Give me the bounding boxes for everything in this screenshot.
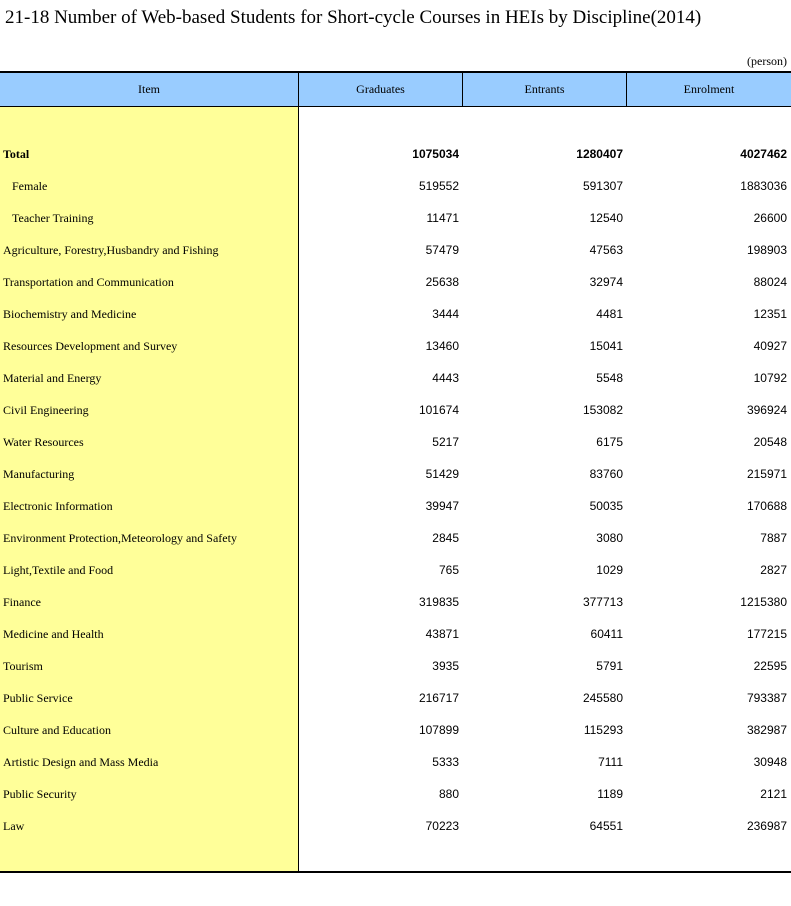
graduates-value: 39947: [425, 499, 459, 513]
header-item: Item: [0, 73, 298, 106]
enrolment-value: 22595: [753, 659, 787, 673]
row-label: Electronic Information: [3, 499, 113, 513]
row-label: Civil Engineering: [3, 403, 89, 417]
graduates-value: 25638: [425, 275, 459, 289]
header-entrants: Entrants: [463, 73, 626, 106]
column-divider-graduates: [462, 73, 463, 106]
row-label: Water Resources: [3, 435, 84, 449]
enrolment-value: 30948: [753, 755, 787, 769]
enrolment-value: 382987: [746, 723, 787, 737]
table-row: [0, 778, 791, 810]
row-label: Material and Energy: [3, 371, 102, 385]
unit-label: (person): [747, 54, 787, 68]
row-label: Agriculture, Forestry,Husbandry and Fishing: [3, 243, 219, 257]
entrants-value: 60411: [590, 627, 623, 641]
graduates-value: 13460: [425, 339, 459, 353]
graduates-value: 3444: [432, 307, 459, 321]
entrants-value: 153082: [582, 403, 623, 417]
entrants-value: 4481: [596, 307, 623, 321]
row-label: Female: [12, 179, 48, 193]
table-row: [0, 650, 791, 682]
enrolment-value: 2827: [760, 563, 787, 577]
graduates-value: 2845: [432, 531, 459, 545]
table-row: [0, 202, 791, 234]
enrolment-value: 396924: [746, 403, 787, 417]
column-divider-entrants: [626, 73, 627, 106]
header-graduates: Graduates: [299, 73, 462, 106]
table-bottom-rule: [0, 871, 791, 873]
table-row: [0, 266, 791, 298]
entrants-value: 32974: [589, 275, 623, 289]
entrants-value: 47563: [589, 243, 623, 257]
graduates-value: 5217: [432, 435, 459, 449]
row-label: Medicine and Health: [3, 627, 104, 641]
enrolment-value: 215971: [746, 467, 787, 481]
header-enrolment: Enrolment: [627, 73, 791, 106]
entrants-value: 5548: [596, 371, 623, 385]
entrants-value: 115293: [583, 723, 623, 737]
table-row: [0, 170, 791, 202]
row-label: Law: [3, 819, 25, 833]
graduates-value: 51429: [425, 467, 459, 481]
enrolment-value: 1215380: [740, 595, 787, 609]
enrolment-value: 198903: [746, 243, 787, 257]
row-label: Finance: [3, 595, 41, 609]
table-row: [0, 746, 791, 778]
row-label: Total: [3, 147, 30, 161]
table-row: [0, 554, 791, 586]
row-label: Resources Development and Survey: [3, 339, 178, 353]
enrolment-value: 2121: [760, 787, 787, 801]
table-row: [0, 362, 791, 394]
row-label: Biochemistry and Medicine: [3, 307, 137, 321]
row-label: Teacher Training: [12, 211, 94, 225]
graduates-value: 4443: [432, 371, 459, 385]
entrants-value: 50035: [589, 499, 623, 513]
graduates-value: 880: [438, 787, 459, 801]
row-label: Manufacturing: [3, 467, 75, 481]
enrolment-value: 236987: [746, 819, 787, 833]
entrants-value: 12540: [589, 211, 623, 225]
graduates-value: 57479: [425, 243, 459, 257]
graduates-value: 3935: [432, 659, 459, 673]
enrolment-value: 170688: [746, 499, 787, 513]
table-row: [0, 298, 791, 330]
enrolment-value: 793387: [746, 691, 787, 705]
table-row: [0, 138, 791, 170]
enrolment-value: 4027462: [740, 147, 787, 161]
graduates-value: 765: [438, 563, 459, 577]
enrolment-value: 7887: [760, 531, 787, 545]
table-row: [0, 586, 791, 618]
graduates-value: 5333: [432, 755, 459, 769]
graduates-value: 216717: [418, 691, 459, 705]
graduates-value: 70223: [425, 819, 459, 833]
table-row: [0, 522, 791, 554]
enrolment-value: 26600: [753, 211, 787, 225]
entrants-value: 3080: [596, 531, 623, 545]
entrants-value: 377713: [582, 595, 623, 609]
graduates-value: 1075034: [412, 147, 459, 161]
entrants-value: 245580: [582, 691, 623, 705]
enrolment-value: 10792: [753, 371, 787, 385]
table-row: [0, 810, 791, 842]
entrants-value: 64551: [589, 819, 623, 833]
table-row: [0, 330, 791, 362]
entrants-value: 6175: [596, 435, 623, 449]
graduates-value: 319835: [418, 595, 459, 609]
table-row: [0, 682, 791, 714]
row-label: Culture and Education: [3, 723, 111, 737]
entrants-value: 1189: [597, 787, 623, 801]
table-row: [0, 394, 791, 426]
graduates-value: 107899: [418, 723, 459, 737]
entrants-value: 1029: [596, 563, 623, 577]
entrants-value: 7111: [598, 755, 623, 769]
graduates-value: 101674: [418, 403, 459, 417]
entrants-value: 591307: [582, 179, 623, 193]
table-row: [0, 458, 791, 490]
table-row: [0, 714, 791, 746]
table-row: [0, 490, 791, 522]
enrolment-value: 40927: [753, 339, 787, 353]
table-row: [0, 618, 791, 650]
enrolment-value: 1883036: [740, 179, 787, 193]
enrolment-value: 177215: [746, 627, 787, 641]
entrants-value: 5791: [596, 659, 623, 673]
entrants-value: 83760: [589, 467, 623, 481]
table-row: [0, 426, 791, 458]
row-label: Light,Textile and Food: [3, 563, 114, 577]
graduates-value: 43871: [425, 627, 459, 641]
entrants-value: 15041: [589, 339, 623, 353]
enrolment-value: 88024: [753, 275, 787, 289]
entrants-value: 1280407: [576, 147, 623, 161]
graduates-value: 11471: [426, 211, 459, 225]
enrolment-value: 12351: [753, 307, 787, 321]
enrolment-value: 20548: [753, 435, 787, 449]
table-row: [0, 234, 791, 266]
row-label: Public Security: [3, 787, 77, 801]
table-body: [0, 138, 791, 842]
data-table: [0, 71, 791, 873]
row-label: Tourism: [3, 659, 43, 673]
graduates-value: 519552: [418, 179, 459, 193]
row-label: Artistic Design and Mass Media: [3, 755, 159, 769]
page-title: 21-18 Number of Web-based Students for Short-cycle Courses in HEIs by Discipline(2014): [5, 7, 702, 28]
row-label: Transportation and Communication: [3, 275, 174, 289]
row-label: Public Service: [3, 691, 73, 705]
row-label: Environment Protection,Meteorology and Safety: [3, 531, 237, 545]
